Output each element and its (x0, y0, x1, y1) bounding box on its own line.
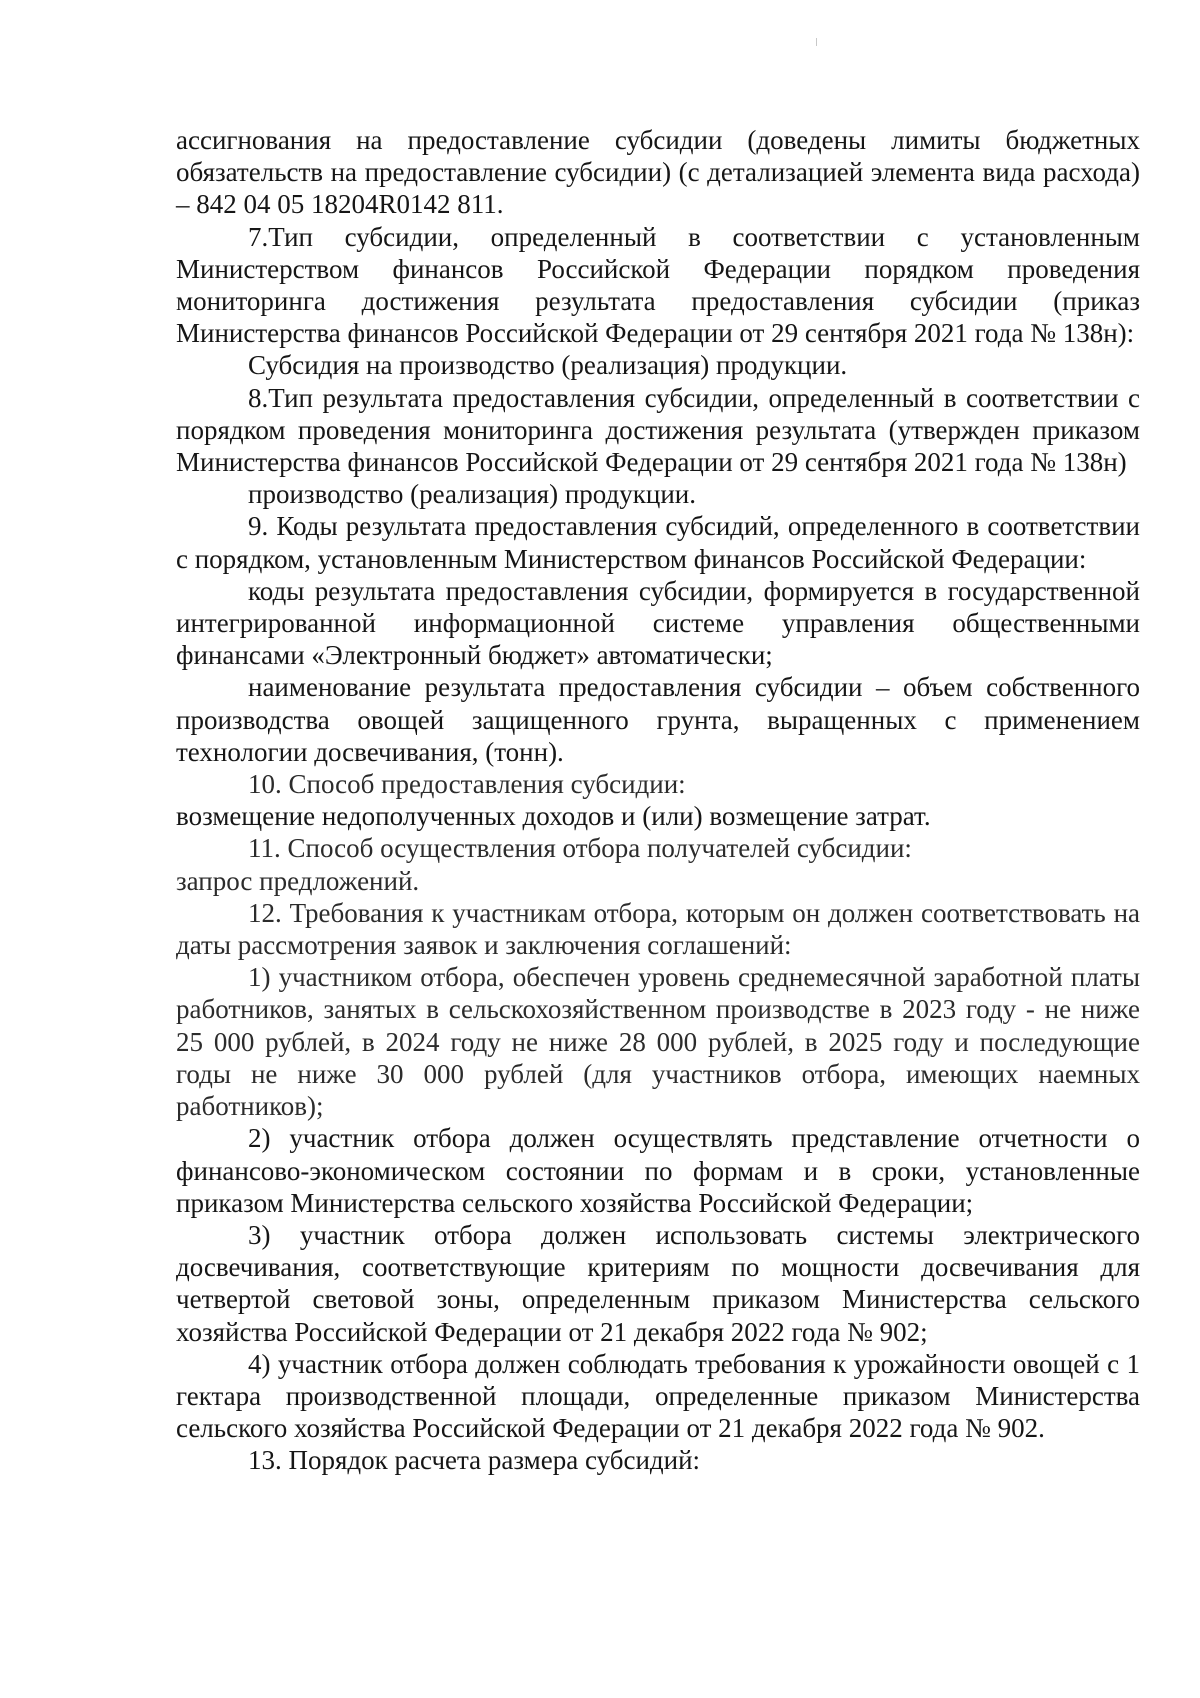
paragraph-requirement-1: 1) участником отбора, обеспечен уровень среднемесячной заработной платы работников, занятых в сельскохозяйственном производстве в 2023 году - не ниже 25 000 рублей, в 2024 году не ниже 28 000 рублей, в 2025 году и последующие годы не ниже 30 000 рублей (для участников отбора, имеющих наемных работников); (176, 962, 1140, 1122)
paragraph-appropriation-continued: ассигнования на предоставление субсидии (доведены лимиты бюджетных обязательств на предоставление субсидии) (с детализацией элемента вида расхода) – 842 04 05 18204R0142 811. (176, 125, 1140, 220)
paragraph-item-13: 13. Порядок расчета размера субсидий: (248, 1445, 701, 1476)
document-body (176, 124, 1140, 1477)
paragraph-requirement-4: 4) участник отбора должен соблюдать требования к урожайности овощей с 1 гектара производственной площади, определенные приказом Министерства сельского хозяйства Российской Федерации от 21 декабря 2022 года № 902. (176, 1348, 1140, 1444)
paragraph-requirement-2: 2) участник отбора должен осуществлять представление отчетности о финансово-экономическом состоянии по формам и в сроки, установленные приказом Министерства сельского хозяйства Российской Федерации; (176, 1123, 1140, 1218)
paragraph-requirement-3: 3) участник отбора должен использовать системы электрического досвечивания, соответствующие критериям по мощности досвечивания для четвертой световой зоны, определенным приказом Министерства сельского хозяйства Российской Федерации от 21 декабря 2022 года № 902; (176, 1219, 1140, 1347)
paragraph-item-9: 9. Коды результата предоставления субсидий, определенного в соответствии с порядком, установленным Министерством финансов Российской Федерации: (176, 511, 1140, 574)
paragraph-result-type: производство (реализация) продукции. (248, 479, 696, 510)
paragraph-provision-method: возмещение недополученных доходов и (или) возмещение затрат. (176, 801, 931, 832)
paragraph-item-11: 11. Способ осуществления отбора получателей субсидии: (248, 833, 912, 864)
paragraph-result-codes: коды результата предоставления субсидии, формируется в государственной интегрированной информационной системе управления общественными финансами «Электронный бюджет» автоматически; (176, 575, 1140, 671)
paragraph-item-10: 10. Способ предоставления субсидии: (248, 769, 686, 800)
paragraph-item-12: 12. Требования к участникам отбора, которым он должен соответствовать на даты рассмотрения заявок и заключения соглашений: (176, 897, 1140, 961)
paragraph-subsidy-type: Субсидия на производство (реализация) продукции. (248, 350, 848, 381)
paragraph-item-7: 7.Тип субсидии, определенный в соответствии с установленным Министерством финансов Российской Федерации порядком проведения мониторинга достижения результата предоставления субсидии (приказ Министерства финансов Российской Федерации от 29 сентября 2021 года № 138н): (176, 221, 1140, 349)
scan-mark (816, 38, 817, 46)
paragraph-selection-method: запрос предложений. (176, 865, 420, 896)
paragraph-result-name: наименование результата предоставления субсидии – объем собственного производства овощей защищенного грунта, выращенных с применением технологии досвечивания, (тонн). (176, 672, 1140, 767)
paragraph-item-8: 8.Тип результата предоставления субсидии, определенный в соответствии с порядком проведения мониторинга достижения результата (утвержден приказом Министерства финансов Российской Федерации от 29 сентября 2021 года № 138н) (176, 382, 1140, 478)
